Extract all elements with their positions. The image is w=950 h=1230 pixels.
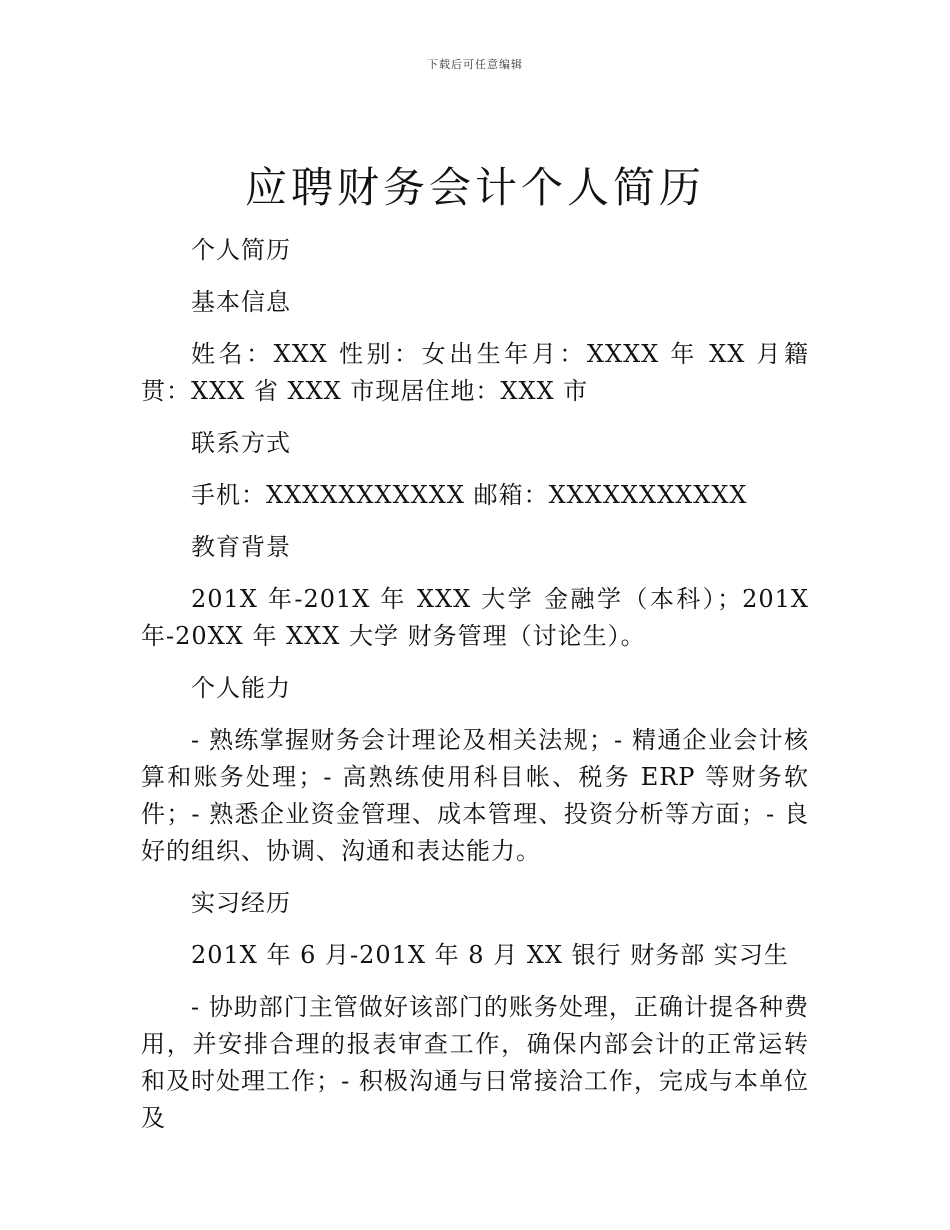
section-heading-resume: 个人简历 (191, 236, 291, 264)
skills-text: - 熟练掌握财务会计理论及相关法规；- 精通企业会计核算和账务处理；- 高熟练使用科目帐、税务 ERP 等财务软件；- 熟悉企业资金管理、成本管理、投资分析等方面；- 良好的组织、协调、沟通和表达能力。 (141, 726, 809, 865)
document-title: 应聘财务会计个人简历 (244, 163, 705, 212)
contact-text: 手机：XXXXXXXXXXX 邮箱：XXXXXXXXXXX (191, 481, 748, 509)
internship-duties-text: - 协助部门主管做好该部门的账务处理，正确计提各种费用，并安排合理的报表审查工作，确保内部会计的正常运转和及时处理工作；- 积极沟通与日常接洽工作，完成与本单位及 (141, 993, 809, 1132)
section-heading-contact: 联系方式 (191, 429, 291, 457)
section-heading-skills: 个人能力 (191, 674, 291, 702)
basic-info-text: 姓名：XXX 性别：女出生年月：XXXX 年 XX 月籍贯：XXX 省 XXX 市现居住地：XXX 市 (141, 340, 809, 405)
education-text: 201X 年-201X 年 XXX 大学 金融学（本科）；201X 年-20XX 年 XXX 大学 财务管理（讨论生）。 (141, 585, 809, 650)
section-heading-internship: 实习经历 (191, 889, 291, 917)
header-note: 下载后可任意编辑 (427, 58, 523, 71)
internship-title: 201X 年 6 月-201X 年 8 月 XX 银行 财务部 实习生 (191, 941, 789, 969)
section-heading-education: 教育背景 (191, 533, 291, 561)
section-heading-basic-info: 基本信息 (191, 288, 291, 316)
document-body (141, 232, 809, 1152)
